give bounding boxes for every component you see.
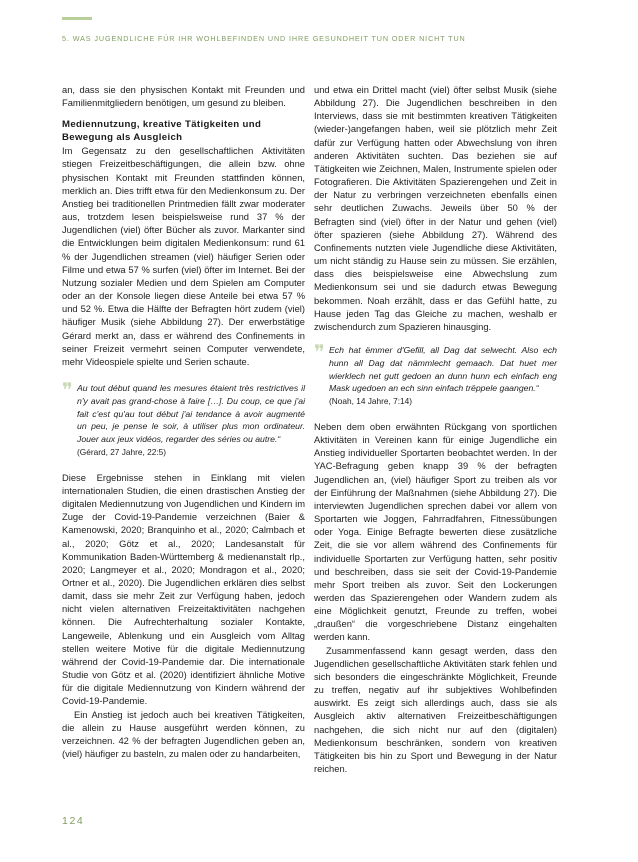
paragraph: an, dass sie den physischen Kontakt mit Freunden und Familienmitgliedern benötigen, um gesund zu bleiben.	[62, 85, 305, 109]
paragraph: und etwa ein Drittel macht (viel) öfter selbst Musik (siehe Abbildung 27). Die Jugendlichen beschreiben in den Interviews, dass sie mit bestimmten kreativen Tätigkeiten (wieder-)angefangen haben, weil sie plötzlich mehr Zeit dafür zur Verfügung hatten oder Abwechslung von ihren anderen Aktivitäten suchten. Das beziehen sie auf Tätigkeiten wie Zeichnen, Malen, Instrumente spielen oder Fotografieren. Die Aktivitäten Spazierengehen und Zeit in der Natur zu verbringen verzeichneten ebenfalls einen sehr deutlichen Zuwachs. Jeweils über 50 % der Befragten sind (viel) öfter in der Natur und gehen (viel) öfter spazieren (siehe Abbildung 27). Während des Confinements nutzten viele Jugendliche diese Aktivitäten, um nicht ständig zu Hause sein zu müssen. Sie erzählen, dass dies beispielsweise eine Abwechslung zum Medienkonsum sei und sie dadurch etwas Bewegung bekommen. Noah erzählt, dass er das Gefühl hatte, zu Hause jeden Tag das Gleiche zu machen, weshalb er zwischendurch zum Spazieren hinausging.	[314, 85, 557, 332]
paragraph: Neben dem oben erwähnten Rückgang von sportlichen Aktivitäten in Vereinen kann für einige Jugendliche ein Anstieg individueller Sportarten beobachtet werden. In der YAC-Befragung geben knapp 39 % der befragten Jugendlichen an, (viel) häufiger Sport zu treiben als vor der Einführung der Maßnahmen (siehe Abbildung 27). Die interviewten Jugendlichen sprechen dabei vor allem von Sportarten wie Joggen, Fahrradfahren, Fitnessübungen oder Yoga. Einige Befragte bewerten diese zusätzliche Zeit, die sie vor allem während des Confinements für individuelle Sportarten zur Verfügung hatten, sehr positiv und beschreiben, dass sie seit der Covid-19-Pandemie mehr Sport treiben als zuvor. Seit den Lockerungen werden das Spazierengehen oder Wandern zudem als eine Möglichkeit genutzt, Freunde zu treffen, wobei „draußen“ die vorgeschriebene Distanz eingehalten werden kann.	[314, 421, 557, 643]
section-heading: Mediennutzung, kreative Tätigkeiten und Bewegung als Ausgleich	[62, 119, 262, 144]
paragraph: Ein Anstieg ist jedoch auch bei kreativen Tätigkeiten, die allein zu Hause ausgeführt werden können, zu verzeichnen. 42 % der befragten Jugendlichen geben an, (viel) häufiger zu basteln, zu malen oder zu handarbeiten,	[62, 709, 305, 760]
quote-attribution: (Gérard, 27 Jahre, 22:5)	[77, 446, 167, 457]
quote-block	[62, 377, 305, 459]
quote-attribution: (Noah, 14 Jahre, 7:14)	[329, 396, 413, 407]
header-accent-bar	[62, 17, 92, 20]
quote-block	[314, 339, 557, 408]
quote-mark-icon: ❞	[314, 339, 325, 364]
quote-mark-icon: ❞	[62, 377, 73, 402]
paragraph: Im Gegensatz zu den gesellschaftlichen Aktivitäten stiegen Freizeitbeschäftigungen, die allein bzw. ohne physischen Kontakt mit Freunden stattfinden können, merklich an. Dies trifft etwa für den Medienkonsum zu. Der Anstieg bei traditionellen Printmedien fällt zwar moderater aus, trotzdem lesen beispielsweise rund 37 % der Jugendlichen (viel) öfter Bücher als zuvor. Markanter sind die Entwicklungen beim digitalen Medienkonsum: rund 61 % der Jugendlichen streamen (viel) häufiger Serien oder Filme und etwa 57 % surfen (viel) öfter im Internet. Bei der Nutzung sozialer Medien und dem Spielen am Computer oder an der Konsole liegen diese Anteile bei etwa 57 % und 52 %. Etwa die Hälfte der Befragten hört zudem (viel) häufiger Musik (siehe Abbildung 27). Der erwerbstätige Gérard merkt an, dass er während des Confinements in seiner Freizeit vermehrt seinen Computer verwendete, mehr Videospiele spielte und Serien schaute.	[62, 146, 305, 367]
right-column	[314, 84, 557, 776]
paragraph: Diese Ergebnisse stehen in Einklang mit vielen internationalen Studien, die einen drastischen Anstieg der digitalen Mediennutzung von Jugendlichen und Kindern im Zuge der Covid-19-Pandemie verzeichnen (Baier & Kamenowski, 2020; Branquinho et al., 2020; Calmbach et al., 2020; Götz et al., 2020; Landesanstalt für Kommunikation Baden-Württemberg & medienanstalt rlp., 2020; Langmeyer et al., 2020; Mondragon et al., 2020; Ortner et al., 2020). Die Jugendlichen erklären dies selbst damit, dass sie mehr Zeit zur Verfügung haben, jedoch nicht vielen alternativen Freizeitaktivitäten nachgehen können. Die Aufrechterhaltung sozialer Kontakte, Langeweile, Ablenkung und ein Ausgleich vom Alltag stellen weitere Motive für die digitale Mediennutzung während der Covid-19-Pandemie dar. Die internationale Studie von Götz et al. (2020) identifiziert ähnliche Motive für die digitale Mediennutzung von Kindern während der Covid-19-Pandemie.	[62, 472, 305, 707]
quote-text: Au tout début quand les mesures étaient très restrictives il n'y avait pas grand-chose à faire […]. Du coup, ce que j'ai fait c'est qu'au tout début j'ai tendance à avoir augmenté un peu, je pense le soir, à utiliser plus mon ordinateur. Jouer aux jeux vidéos, regarder des séries ou autre.“	[77, 382, 305, 445]
page-number: 124	[62, 815, 85, 827]
quote-text: Ech hat ëmmer d'Gefill, all Dag dat selwecht. Also ech hunn all Dag dat nämmlecht gemaach. Dat huet mer wierklech net gutt gedoen an dunn hunn ech einfach eng Mask ugedoen an ech sinn einfach trëppele gaangen.“	[329, 344, 557, 394]
paragraph: Zusammenfassend kann gesagt werden, dass den Jugendlichen gesellschaftliche Aktivitäten stark fehlen und sich besonders die eingeschränkte Möglichkeit, Freunde zu treffen, negativ auf ihr subjektives Wohlbefinden auswirkt. Es zeigt sich allerdings auch, dass sie als Ausgleich aktiv alternativen Freizeitbeschäftigungen nachgehen, die sich nicht nur auf den (digitalen) Medienkonsum beschränken, sondern von kreativen Tätigkeiten bis hin zu Sport und Bewegung in der Natur reichen.	[314, 645, 557, 775]
running-header: 5. WAS JUGENDLICHE FÜR IHR WOHLBEFINDEN UND IHRE GESUNDHEIT TUN ODER NICHT TUN	[62, 34, 466, 43]
left-column	[62, 84, 305, 761]
